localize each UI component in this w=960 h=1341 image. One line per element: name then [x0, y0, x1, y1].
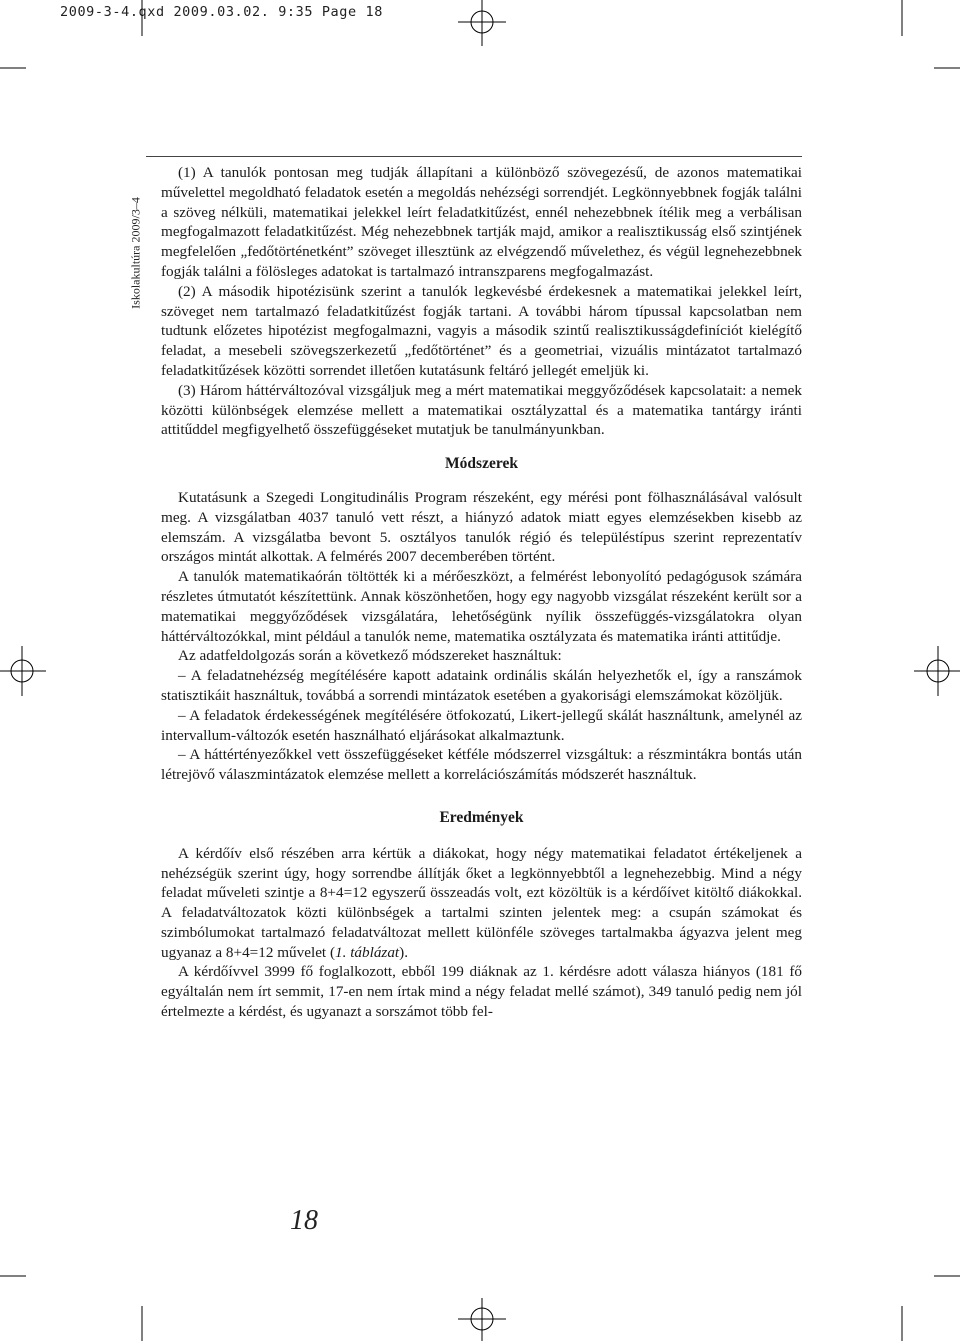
hypothesis-2: (2) A második hipotézisünk szerint a tanulók legkevésbé érdekesnek a matematikai jelekkel leírt, szöveget nem tartalmazó feladatkitűzést fogják tartani. A további három típussal kapcsolatban nem tudtunk előzetes hipotézist megfogalmazni, vagyis a második szintű realisztikusságdefiníciót kielégítő feladat, a mesebeli szövegszerkezetű „fedőtörténet” és a geometriai, vizuális mintázatot tartalmazó feladatkitűzések közötti sorrendet illetően kutatásunk feltáró jellegét emeljük ki.: [161, 282, 802, 379]
print-slug: 2009-3-4.qxd 2009.03.02. 9:35 Page 18: [60, 4, 383, 20]
methods-list-item-2: – A feladatok érdekességének megítélésére ötfokozatú, Likert-jellegű skálát használtunk, amelynél az intervallum-változók esetén használható eljárásokat alkalmaztunk.: [161, 706, 802, 744]
hypothesis-3: (3) Három háttérváltozóval vizsgáljuk meg a mért matematikai meggyőződések kapcsolatait: a nemek közötti különbségek elemzése mellett a matematikai osztályzattal és a matematika tantárgy iránti attitűddel megfigyelhető összefüggéseket mutatjuk be tanulmányunkban.: [161, 381, 802, 439]
journal-side-tab-text: Iskolakultúra 2009/3–4: [128, 197, 143, 309]
methods-paragraph-3: Az adatfeldolgozás során a következő módszereket használtuk:: [178, 647, 562, 665]
methods-heading: Módszerek: [445, 455, 518, 473]
methods-list-item-3: – A háttértényezőkkel vett összefüggéseket kétféle módszerrel vizsgáltuk: a részmintákra bontás után létrejövő válaszmintázatok elemzése mellett a korrelációszámítás módszerét használtuk.: [161, 746, 802, 784]
results-paragraph-1-text: A kérdőív első részében arra kértük a diákokat, hogy négy matematikai feladatot értékeljenek a nehézségük szerint úgy, hogy sorrendbe állítják őket a legkönnyebbtől a legnehezebbig. Mind a négy feladat műveleti szintje a 8+4=12 egyszerű összeadás volt, ezt közöltük is a kérdőívet kitöltő diákokkal. A feladatváltozatok közti különbségek a tartalmi szinten jelentek meg: a csupán számokat és szimbólumokat tartalmazó feladatváltozat mellett különféle szöveges tartalmakba ágyazva jelent meg ugyanaz a 8+4=12 művelet (: [161, 844, 802, 961]
table-reference: 1. táblázat: [335, 943, 400, 961]
hypothesis-1: (1) A tanulók pontosan meg tudják állapítani a különböző szövegezésű, de azonos matematikai művelettel megoldható feladatok esetén a megoldás nehézségi sorrendjét. Legkönnyebbnek fogják találni a szöveg nélküli, matematikai jelekkel leírt feladatkitűzést, ennél nehezebbnek ítélik meg a verbálisan megfogalmazott feladatkitűzést. Még nehezebbnek tartják majd, amikor a realisztikusság első szintjének megfelelően „fedőtörténetként” szöveget illesztünk az elvégzendő művelethez, és végül legnehezebbnek fogják találni a fölösleges adatokat is tartalmazó intranszparens megfogalmazást.: [161, 164, 802, 280]
journal-side-tab: [127, 158, 145, 348]
results-heading: Eredmények: [439, 808, 524, 826]
header-rule: [146, 156, 802, 157]
methods-list-item-1: – A feladatnehézség megítélésére kapott adataink ordinális skálán helyezhetők el, így a ranszámok statisztikáit használtuk, továbbá a sorrendi mintázatok esetében a gyakorisági elemszámokat közöljük.: [161, 667, 802, 704]
results-paragraph-2: A kérdőívvel 3999 fő foglalkozott, ebből 199 diáknak az 1. kérdésre adott válasza hiányos (181 fő egyáltalán nem írt semmit, 17-en nem írtak mind a négy feladat mellé számot), 349 tanuló pedig nem jól értelmezte a kérdést, és ugyanazt a sorszámot több fel-: [161, 963, 802, 1021]
results-paragraph-1-end: ).: [399, 943, 409, 961]
page-number: 18: [290, 1205, 318, 1236]
methods-paragraph-1: Kutatásunk a Szegedi Longitudinális Program részeként, egy mérési pont fölhasználásával valósult meg. A vizsgálatban 4037 tanuló vett részt, a hiányzó adatok miatt egyes elemzésekben kisebb az elemszám. A vizsgálatba bevont 5. osztályos tanulók régió és településtípus szerint reprezentatív országos mintát alkottak. A felmérés 2007 decemberében történt.: [161, 488, 802, 566]
results-paragraph-1: [161, 844, 802, 963]
methods-paragraph-2: A tanulók matematikaórán töltötték ki a mérőeszközt, a felmérést lebonyolító pedagógusok számára részletes útmutatót készítettünk. Annak köszönhetően, hogy egy nagyobb vizsgálat részeként került sor a matematikai meggyőződések vizsgálatára, lehetőségünk nyílik összefüggés-vizsgálatokra olyan háttérváltozókkal, mint például a tanulók neme, matematika osztályzata és matematika iránti attitűdje.: [161, 568, 802, 645]
article-body: [161, 163, 802, 1022]
